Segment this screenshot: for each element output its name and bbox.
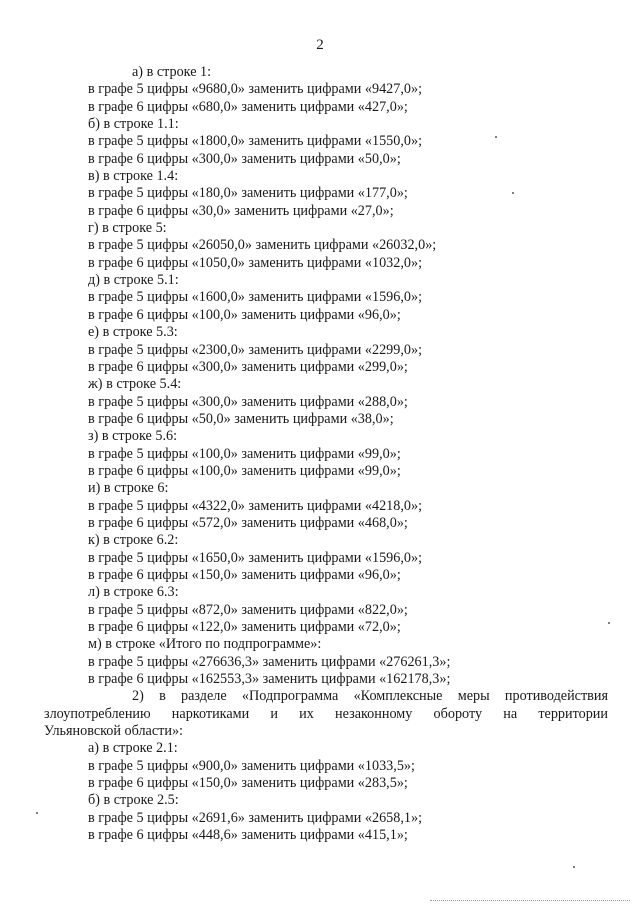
list-item: в графе 5 цифры «1800,0» заменить цифрами «1550,0»; bbox=[88, 133, 423, 150]
scan-speck bbox=[512, 192, 514, 194]
list-item: и) в строке 6: bbox=[88, 480, 169, 497]
list-item: в графе 6 цифры «122,0» заменить цифрами «72,0»; bbox=[88, 619, 401, 635]
list-item: в графе 6 цифры «300,0» заменить цифрами «299,0»; bbox=[88, 358, 408, 375]
list-item: в графе 6 цифры «150,0» заменить цифрами «96,0»; bbox=[88, 566, 401, 583]
list-item: в графе 5 цифры «9680,0» заменить цифрами «9427,0»; bbox=[88, 81, 423, 98]
scan-speck bbox=[573, 866, 575, 868]
scan-speck bbox=[36, 812, 38, 814]
list-item: б) в строке 2.5: bbox=[88, 792, 179, 809]
list-item: в графе 6 цифры «1050,0» заменить цифрами «1032,0»; bbox=[88, 254, 423, 271]
page-edge-rule bbox=[430, 900, 630, 901]
page-number: 2 bbox=[316, 37, 324, 53]
list-item: ж) в строке 5.4: bbox=[88, 376, 182, 393]
list-item: в графе 5 цифры «2300,0» заменить цифрами «2299,0»; bbox=[88, 341, 423, 358]
list-item: в графе 5 цифры «1650,0» заменить цифрами «1596,0»; bbox=[88, 549, 423, 566]
scan-speck bbox=[495, 136, 497, 138]
list-item: в графе 5 цифры «2691,6» заменить цифрами «2658,1»; bbox=[88, 809, 423, 826]
list-item: в графе 6 цифры «150,0» заменить цифрами «283,5»; bbox=[88, 775, 408, 792]
list-item: в графе 6 цифры «30,0» заменить цифрами «27,0»; bbox=[88, 202, 394, 219]
list-item: в графе 6 цифры «572,0» заменить цифрами «468,0»; bbox=[88, 514, 408, 531]
list-item: в графе 5 цифры «180,0» заменить цифрами «177,0»; bbox=[88, 185, 408, 202]
list-item: в графе 5 цифры «900,0» заменить цифрами «1033,5»; bbox=[88, 757, 415, 774]
document-body bbox=[44, 64, 608, 844]
list-item: в графе 5 цифры «872,0» заменить цифрами «822,0»; bbox=[88, 601, 408, 618]
list-item: л) в строке 6.3: bbox=[88, 584, 179, 601]
list-item: в) в строке 1.4: bbox=[88, 168, 179, 185]
list-item: в графе 5 цифры «1600,0» заменить цифрами «1596,0»; bbox=[88, 289, 423, 306]
list-item: в графе 6 цифры «448,6» заменить цифрами «415,1»; bbox=[88, 827, 408, 844]
list-item: е) в строке 5.3: bbox=[88, 324, 178, 341]
list-item: в графе 6 цифры «100,0» заменить цифрами «99,0»; bbox=[88, 462, 401, 479]
list-item: к) в строке 6.2: bbox=[88, 532, 179, 549]
list-item: в графе 5 цифры «300,0» заменить цифрами «288,0»; bbox=[88, 393, 408, 410]
list-item: в графе 5 цифры «276636,3» заменить цифрами «276261,3»; bbox=[88, 653, 451, 670]
paragraph-line: злоупотреблению наркотиками и их незаконному обороту на территории bbox=[44, 705, 608, 722]
list-item: в графе 5 цифры «100,0» заменить цифрами «99,0»; bbox=[88, 445, 401, 462]
list-item: в графе 6 цифры «162553,3» заменить цифрами «162178,3»; bbox=[88, 671, 451, 688]
paragraph-line: Ульяновской области»: bbox=[44, 723, 183, 740]
list-item: г) в строке 5: bbox=[88, 220, 167, 237]
list-item: в графе 6 цифры «680,0» заменить цифрами «427,0»; bbox=[88, 98, 408, 115]
scan-speck bbox=[608, 622, 610, 624]
paragraph-line: 2) в разделе «Подпрограмма «Комплексные меры противодействия bbox=[132, 688, 608, 705]
list-item: а) в строке 1: bbox=[132, 64, 212, 80]
list-item: д) в строке 5.1: bbox=[88, 272, 179, 289]
list-item: а) в строке 2.1: bbox=[88, 740, 178, 757]
list-item: м) в строке «Итого по подпрограмме»: bbox=[88, 636, 322, 653]
list-item: в графе 5 цифры «4322,0» заменить цифрами «4218,0»; bbox=[88, 497, 423, 514]
list-item: в графе 6 цифры «50,0» заменить цифрами «38,0»; bbox=[88, 410, 394, 427]
list-item: в графе 5 цифры «26050,0» заменить цифрами «26032,0»; bbox=[88, 237, 437, 254]
list-item: в графе 6 цифры «300,0» заменить цифрами «50,0»; bbox=[88, 150, 401, 167]
list-item: в графе 6 цифры «100,0» заменить цифрами «96,0»; bbox=[88, 306, 401, 323]
list-item: б) в строке 1.1: bbox=[88, 116, 179, 133]
list-item: з) в строке 5.6: bbox=[88, 428, 178, 445]
